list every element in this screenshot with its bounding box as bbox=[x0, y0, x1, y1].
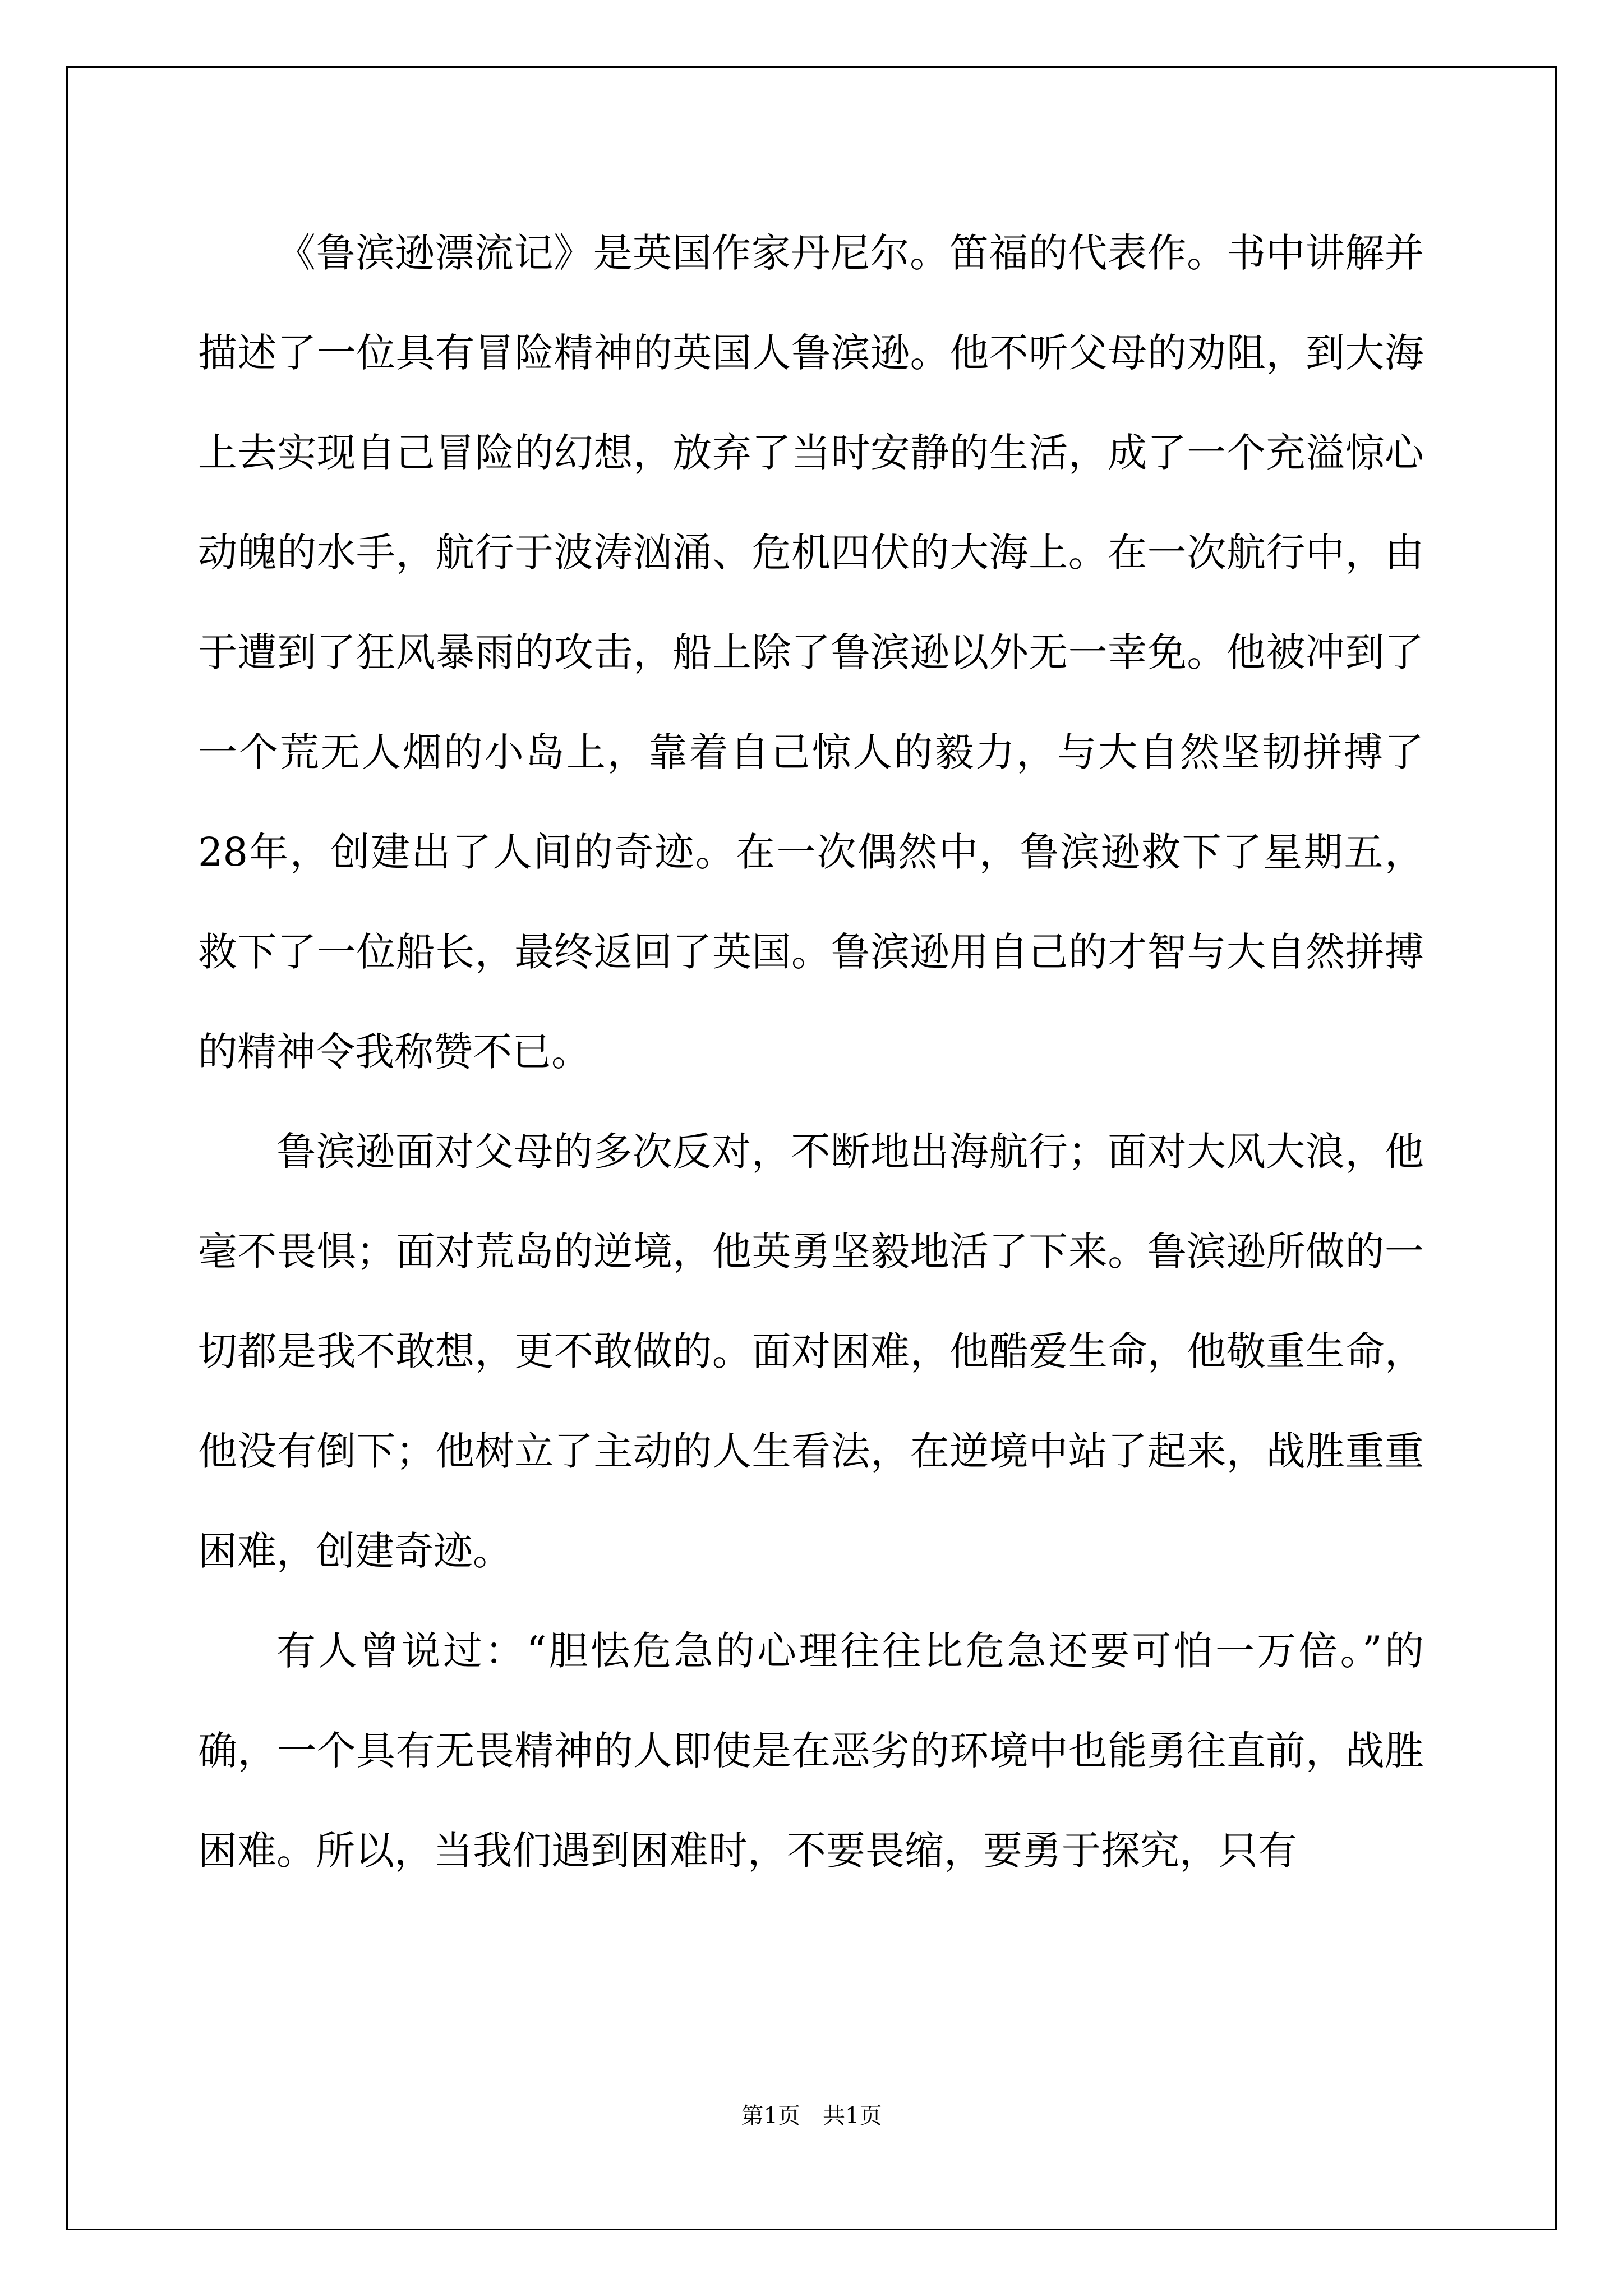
document-body bbox=[198, 203, 1424, 1901]
paragraph-1: 《鲁滨逊漂流记》是英国作家丹尼尔。笛福的代表作。书中讲解并描述了一位具有冒险精神的英国人鲁滨逊。他不听父母的劝阻，到大海上去实现自己冒险的幻想，放弃了当时安静的生活，成了一个充溢惊心动魄的水手，航行于波涛汹涌、危机四伏的大海上。在一次航行中，由于遭到了狂风暴雨的攻击，船上除了鲁滨逊以外无一幸免。他被冲到了一个荒无人烟的小岛上，靠着自己惊人的毅力，与大自然坚韧拼搏了28年，创建出了人间的奇迹。在一次偶然中，鲁滨逊救下了星期五，救下了一位船长，最终返回了英国。鲁滨逊用自己的才智与大自然拼搏的精神令我称赞不已。 bbox=[198, 230, 1424, 1075]
page-footer: 第1页 共1页 bbox=[741, 2103, 882, 2129]
paragraph-2: 鲁滨逊面对父母的多次反对，不断地出海航行；面对大风大浪，他毫不畏惧；面对荒岛的逆境，他英勇坚毅地活了下来。鲁滨逊所做的一切都是我不敢想，更不敢做的。面对困难，他酷爱生命，他敬重生命，他没有倒下；他树立了主动的人生看法，在逆境中站了起来，战胜重重困难，创建奇迹。 bbox=[198, 1129, 1424, 1574]
paragraph-3: 有人曾说过：“胆怯危急的心理往往比危急还要可怕一万倍。”的确，一个具有无畏精神的人即使是在恶劣的环境中也能勇往直前，战胜困难。所以，当我们遇到困难时，不要畏缩，要勇于探究，只有 bbox=[198, 1628, 1424, 1874]
